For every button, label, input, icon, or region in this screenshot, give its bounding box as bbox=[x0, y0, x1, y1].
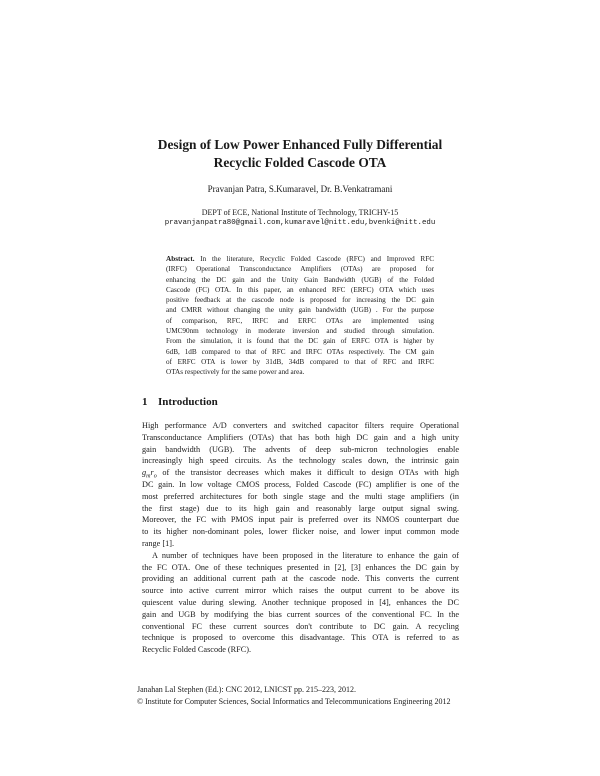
body-line: $g_mr_o$ of the transistor decreases which makes it difficult to design OTAs with high bbox=[142, 468, 459, 480]
abstract-line: Abstract. In the literature, Recyclic Folded Cascode (RFC) and Improved RFC bbox=[166, 255, 434, 263]
body-line: Recyclic Folded Cascode (RFC). bbox=[142, 645, 252, 655]
section-title: Introduction bbox=[158, 396, 218, 408]
footer-citation: Janahan Lal Stephen (Ed.): CNC 2012, LNICST pp. 215–223, 2012. bbox=[137, 685, 356, 694]
body-line: range [1]. bbox=[142, 538, 175, 548]
abstract-line: of ERFC OTA is lower by 31dB, 34dB compared to that of RFC and IRFC bbox=[166, 357, 434, 366]
section-heading bbox=[142, 396, 218, 408]
body-line: source into active current mirror which raises the output current to be above its bbox=[142, 586, 459, 596]
body-line: providing an additional current path at the cascode node. This converts the current bbox=[142, 574, 459, 584]
abstract-line: enhancing the DC gain and the Unity Gain Bandwidth (UGB) of the Folded bbox=[166, 275, 434, 284]
body-line: technique is proposed to overcome this disadvantage. This OTA is referred to as bbox=[142, 633, 459, 643]
emails: pravanjanpatra80@gmail.com,kumaravel@nitt.edu,bvenki@nitt.edu bbox=[164, 219, 436, 227]
abstract-line: 6dB, 1dB compared to that of RFC and IRFC OTAs respectively. The CM gain bbox=[166, 347, 434, 356]
title-line-1: Design of Low Power Enhanced Fully Differential bbox=[157, 137, 443, 152]
footer bbox=[137, 684, 451, 707]
affiliation bbox=[0, 207, 600, 229]
abstract-line: positive feedback at the cascode node is proposed for increasing the DC gain bbox=[166, 296, 434, 305]
body-line: A number of techniques have been proposed in the literature to enhance the gain of bbox=[152, 550, 459, 560]
section-number: 1 bbox=[142, 396, 148, 408]
body-line: quiescent value during slewing. Another technique proposed in [4], enhances the DC bbox=[142, 597, 459, 607]
authors: Pravanjan Patra, S.Kumaravel, Dr. B.Venkatramani bbox=[207, 184, 393, 194]
abstract-label: Abstract. bbox=[166, 255, 195, 263]
body-line: conventional FC these current sources don't contribute to DC gain. A recycling bbox=[142, 621, 459, 631]
abstract-line: Cascode (FC) OTA. In this paper, an enhanced RFC (ERFC) OTA which uses bbox=[166, 285, 434, 294]
body-line: High performance A/D converters and switched capacitor filters require Operational bbox=[142, 421, 459, 430]
department: DEPT of ECE, National Institute of Technology, TRICHY-15 bbox=[201, 208, 399, 217]
abstract-line: From the simulation, it is found that the DC gain of ERFC OTA is higher by bbox=[166, 337, 434, 346]
body-line: to its higher non-dominant poles, lower flicker noise, and lower input common mode bbox=[142, 527, 459, 537]
abstract-line: (IRFC) Operational Transconductance Amplifiers (OTAs) are proposed for bbox=[166, 265, 434, 274]
abstract bbox=[166, 254, 434, 378]
body-text bbox=[142, 420, 459, 656]
abstract-line: of comparison, RFC, IRFC and ERFC OTAs are implemented using bbox=[166, 316, 434, 325]
abstract-line: UMC90nm technology in moderate inversion and studied through simulation. bbox=[166, 327, 434, 336]
footer-copyright: © Institute for Computer Sciences, Social Informatics and Telecommunications Engineering 2012 bbox=[137, 696, 451, 706]
abstract-line: and CMRR without changing the unity gain bandwidth (UGB) . For the purpose bbox=[166, 306, 434, 315]
paper-title bbox=[0, 136, 600, 172]
body-line: the first stage) due to its high gain and reasonably large output signal swing. bbox=[142, 503, 459, 513]
body-line: increasingly high speed circuits. As the technology scales down, the intrinsic gain bbox=[142, 456, 459, 466]
body-line: Transconductance Amplifiers (OTAs) that has both high DC gain and a high unity bbox=[142, 432, 459, 442]
title-line-2: Recyclic Folded Cascode OTA bbox=[213, 155, 387, 170]
body-line: gain and UGB by modifying the bias current sources of the conventional FC. In the bbox=[142, 609, 459, 619]
gm-ro-symbol: $g_mr_o$ bbox=[142, 468, 157, 480]
body-line: gain bandwidth (UGB). The advents of deep sub-micron technologies enable bbox=[142, 444, 459, 454]
body-line: the FC OTA. One of these techniques presented in [2], [3] enhances the DC gain by bbox=[142, 562, 459, 572]
body-line: Moreover, the FC with PMOS input pair is preferred over its NMOS counterpart due bbox=[142, 515, 459, 525]
abstract-line: OTAs respectively for the same power and area. bbox=[166, 368, 305, 377]
body-line: most preferred architectures for both single stage and the multi stage amplifiers (in bbox=[142, 491, 459, 501]
body-line: DC gain. In low voltage CMOS process, Folded Cascode (FC) amplifier is one of the bbox=[142, 479, 459, 489]
